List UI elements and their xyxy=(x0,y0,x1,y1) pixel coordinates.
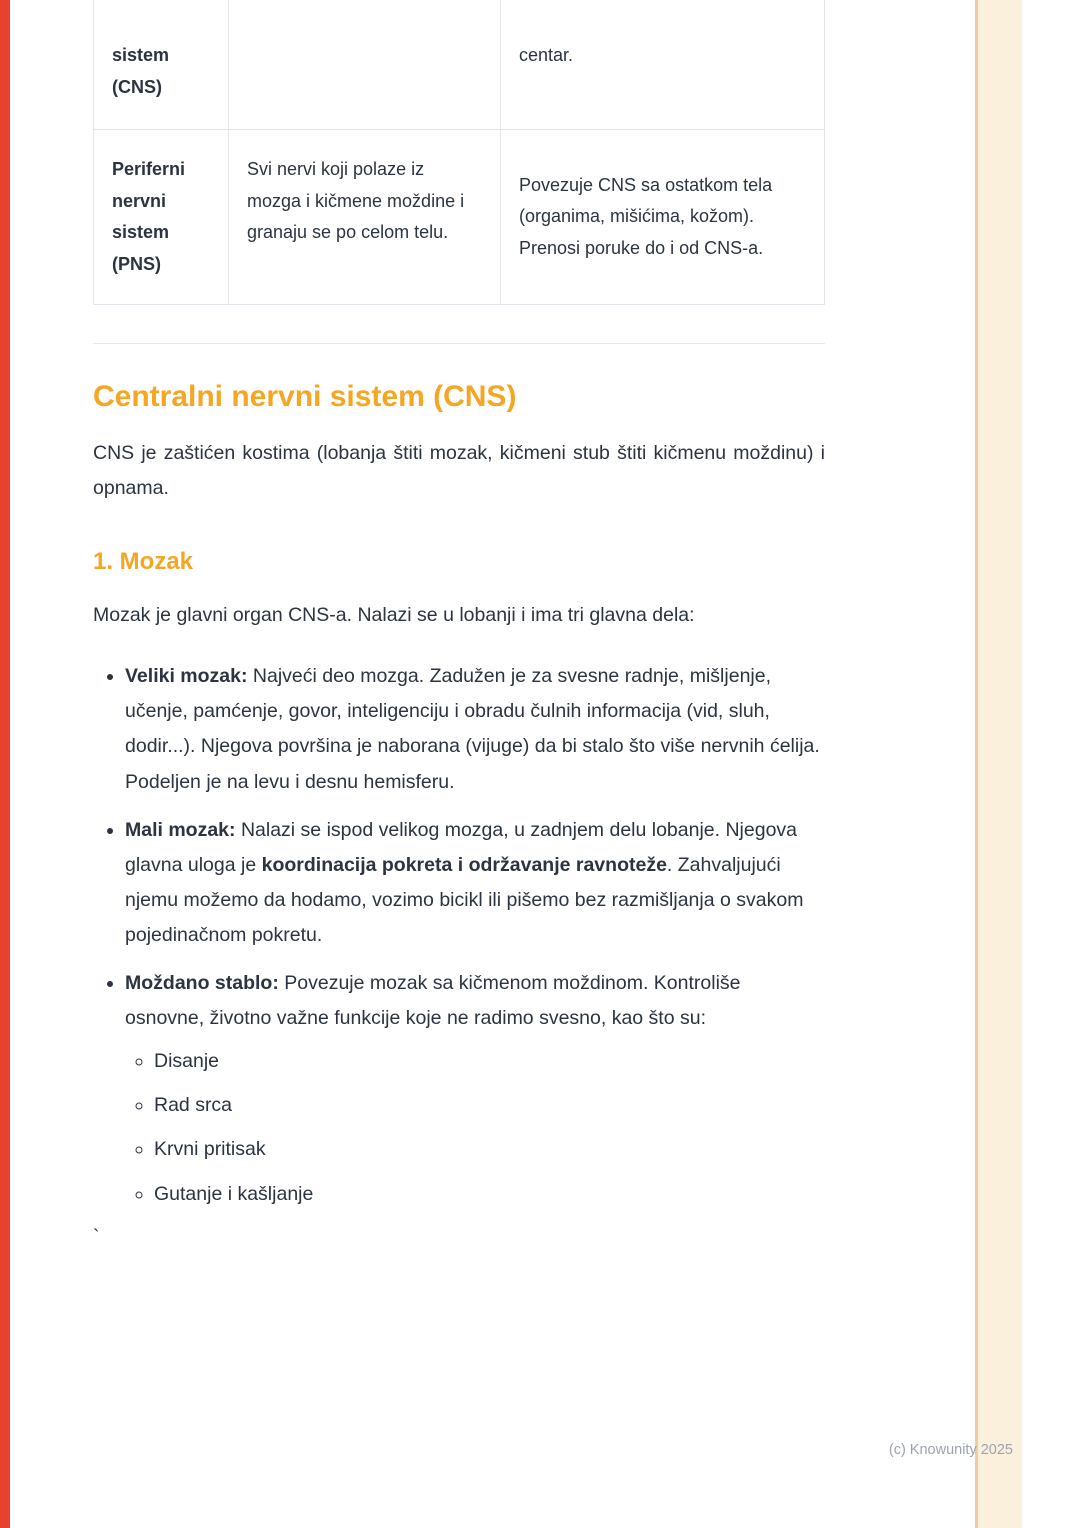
table-cell-cns-function: centar. xyxy=(519,45,574,65)
brain-parts-list xyxy=(93,659,825,1211)
table-cell-cns-name: sistem (CNS) xyxy=(94,0,229,129)
bullet-text: Povezuje mozak sa kičmenom moždinom. Kontroliše osnovne, životno važne funkcije koje ne radimo svesno, kao što su: xyxy=(125,972,741,1030)
nervous-system-table xyxy=(93,0,825,305)
bullet-text-bold: Mali mozak: xyxy=(125,818,236,841)
bullet-text-bold: koordinacija pokreta i održavanje ravnoteže xyxy=(261,853,667,876)
subsection-heading: 1. Mozak xyxy=(93,548,194,576)
bullet-text: . Zahvaljujući njemu možemo da hodamo, vozimo bicikl ili pišemo bez razmišljanja o svakom pojedinačnom pokretu. xyxy=(125,853,804,946)
table-cell-pns-function xyxy=(501,130,824,304)
list-item xyxy=(125,659,825,799)
list-item xyxy=(125,966,825,1212)
table-row-pns xyxy=(94,130,824,304)
sub-list-item: ◦ Disanje xyxy=(154,1044,825,1079)
left-edge-stripe xyxy=(0,0,10,1528)
bullet-text-bold: Veliki mozak: xyxy=(125,665,248,688)
stray-character: ` xyxy=(93,1225,100,1248)
subsection-intro-paragraph: Mozak je glavni organ CNS-a. Nalazi se u lobanji i ima tri glavna dela: xyxy=(93,604,695,627)
footer-credit: (c) Knowunity 2025 xyxy=(888,1442,1013,1458)
sub-list-item: ◦ Krvni pritisak xyxy=(154,1132,825,1167)
section-intro-paragraph: CNS je zaštićen kostima (lobanja štiti mozak, kičmeni stub štiti kičmenu moždinu) i opnama. xyxy=(93,442,825,500)
bullet-text-bold: Moždano stablo: xyxy=(125,972,279,995)
table-cell-empty xyxy=(229,0,501,129)
sub-list xyxy=(125,1044,825,1211)
section-heading: Centralni nervni sistem (CNS) xyxy=(93,380,517,413)
sub-list-item: ◦ Rad srca xyxy=(154,1088,825,1123)
right-edge-band xyxy=(975,0,1022,1528)
table-cell-pns-description: Svi nervi koji polaze iz mozga i kičmene moždine i granaju se po celom telu. xyxy=(229,130,501,304)
section-divider xyxy=(93,343,825,344)
bullet-text: Nalazi se ispod velikog mozga, u zadnjem delu lobanje. Njegova glavna uloga je xyxy=(125,818,798,876)
sub-list-item: ◦ Gutanje i kašljanje xyxy=(154,1177,825,1212)
table-row-cns xyxy=(94,0,824,130)
table-cell-pns-function-text: Povezuje CNS sa ostatkom tela (organima, mišićima, kožom). Prenosi poruke do i od CNS-a. xyxy=(519,174,773,258)
list-item xyxy=(125,813,825,953)
bullet-text: Najveći deo mozga. Zadužen je za svesne radnje, mišljenje, učenje, pamćenje, govor, inteligenciju i obradu čulnih informacija (vid, sluh, dodir...). Njegova površina je naborana (vijuge) da bi stalo što više nervnih ćelija. Podeljen je na levu i desnu hemisferu. xyxy=(125,665,820,793)
table-cell-pns-name: Periferni nervni sistem (PNS) xyxy=(94,130,229,304)
document-content xyxy=(93,0,825,1249)
